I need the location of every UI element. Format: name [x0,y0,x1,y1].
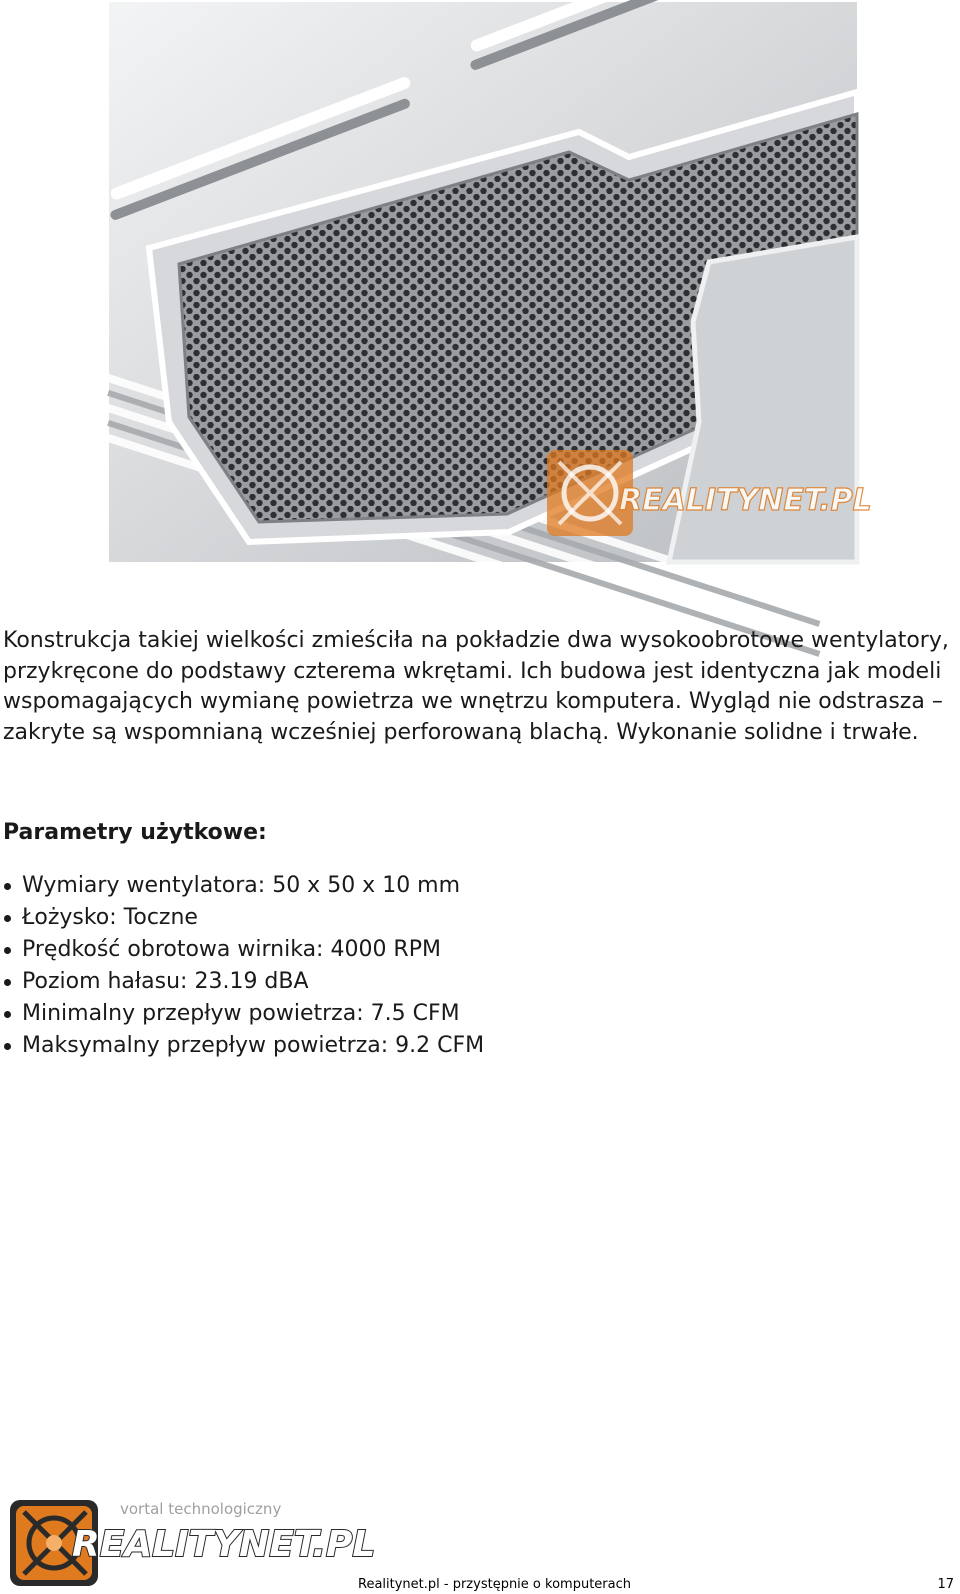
footer-title: Realitynet.pl - przystępnie o komputerach [358,1577,631,1592]
spec-item-noise-level: Poziom hałasu: 23.19 dBA [0,966,484,998]
page-number: 17 [937,1577,954,1592]
intro-paragraph: Konstrukcja takiej wielkości zmieściła na pokładzie dwa wysokoobrotowe wentylatory, przykręcone do podstawy czterema wkrętami. Ich budowa jest identyczna jak modeli wspomagających wymianę powietrza we wnętrzu komputera. Wygląd nie odstrasza – zakryte są wspomnianą wcześniej perforowaną blachą. Wykonanie solidne i trwałe. [3,628,949,745]
section-heading-parameters: Parametry użytkowe: [3,820,267,845]
footer-logo-name: REALITYNET.PL [72,1524,376,1565]
footer-logo-tagline: vortal technologiczny [120,1500,282,1518]
spec-item-max-airflow: Maksymalny przepływ powietrza: 9.2 CFM [0,1030,484,1062]
product-photo [109,2,872,562]
spec-item-bearing: Łożysko: Toczne [0,902,484,934]
footer-logo [8,1494,376,1590]
spec-item-fan-dimensions: Wymiary wentylatora: 50 x 50 x 10 mm [0,870,484,902]
spec-item-min-airflow: Minimalny przepływ powietrza: 7.5 CFM [0,998,484,1030]
perforated-stand-illustration [109,2,872,562]
spec-item-rotor-speed: Prędkość obrotowa wirnika: 4000 RPM [0,934,484,966]
specs-list [0,870,484,1062]
svg-text:REALITYNET.PL: REALITYNET.PL [619,483,872,518]
